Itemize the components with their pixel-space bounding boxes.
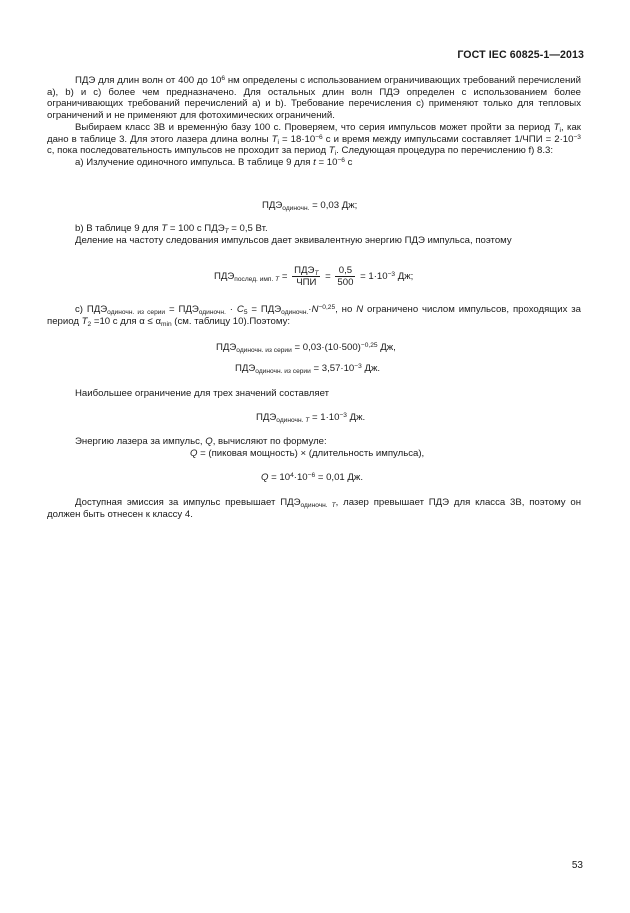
item-a-single-pulse: a) Излучение одиночного импульса. В таблице 9 для $t = 10^{-6}$ с (75, 156, 353, 168)
formula-pulse-train: $ПДЭ_{послед. имп. T}$ = $\frac{ПДЭ_T}{\text{ЧПИ}}$ = $\frac{0,5}{500}$ = $1\cdot 10^{-3}$ Дж; (214, 265, 414, 288)
body-text-block-3 (47, 304, 581, 327)
body-text-block-4 (47, 388, 581, 400)
body-text-block-6 (47, 497, 581, 520)
fraction-values: $\frac{0,5}{500}$ (337, 265, 354, 288)
paragraph-energy-formula: Энергию лазера за импульс, Q, вычисляют по формуле: (75, 436, 327, 447)
body-text-block (47, 75, 581, 169)
formula-energy-result: $Q = 10^4\cdot 10^{-6} = 0,01$ Дж. (261, 472, 364, 483)
formula-single-pulse: $ПДЭ_{одиночн.} = 0,03$ Дж; (262, 200, 358, 212)
formula-series-result: $ПДЭ_{одиночн. из серии} = 3,57\cdot 10^{-3}$ Дж. (235, 363, 381, 375)
formula-greatest-limit: $ПДЭ_{одиночн. T} = 1\cdot 10^{-3}$ Дж. (256, 412, 366, 424)
item-c-pulse-series: c) $ПДЭ_{одиночн. из серии} = ПДЭ_{одиночн.} \cdot C_5 = ПДЭ_{одиночн.}\cdot N^{-0,25}$, но N ограничено числом импульсов, проходящих за период $T_2 =10$ с для $\alpha \le \alpha_{min}$ (см. таблицу 10).Поэтому: (47, 304, 581, 328)
body-text-block-2 (47, 223, 581, 246)
document-header: ГОСТ IEC 60825-1—2013 (457, 49, 584, 61)
formula-energy-definition: Q = (пиковая мощность) × (длительность импульса), (190, 448, 425, 459)
page-number: 53 (571, 860, 583, 871)
formula-series-value: $ПДЭ_{одиночн. из серии} = 0,03\cdot(10\cdot 500)^{-0,25}$ Дж, (216, 342, 396, 354)
paragraph-greatest-limit: Наибольшее ограничение для трех значений составляет (75, 388, 329, 399)
paragraph-class-selection: Выбираем класс 3В и временну́ю базу 100 с. Проверяем, что серия импульсов может пройти за период $T_i$, как дано в таблице 3. Для этого лазера длина волны $T_i = 18\cdot 10^{-6}$ с и время между импульсами составляет $1/ЧПИ = 2\cdot 10^{-3}$ с, пока последовательность импульсов не проходит за период $T_i$. Следующая процедура по перечислению f) 8.3: (47, 121, 581, 158)
paragraph-wavelength-limits: ПДЭ для длин волн от 400 до $10^6$ нм определены с использованием ограничивающих требований перечислений a), b) и c) более чем предназначено. Для остальных длин волн ПДЭ определен с использованием более ограничивающих требований перечислений a) и b). Требование перечисления c) применяют только для тепловых ограничений и не применяют для фотохимических ограничений. (47, 75, 581, 122)
paragraph-frequency-division: Деление на частоту следования импульсов дает эквивалентную энергию ПДЭ импульса, поэтому (75, 234, 512, 246)
fraction-mpe-over-prf: $\frac{ПДЭ_T}{\text{ЧПИ}}$ (294, 265, 319, 288)
body-text-block-5 (47, 436, 581, 448)
paragraph-conclusion: Доступная эмиссия за импульс превышает $ПДЭ_{одиночн. T}$, лазер превышает ПДЭ для класса 3В, поэтому он должен быть отнесен к классу 4. (47, 497, 581, 520)
item-b-time-base: b) В таблице 9 для T = 100 с $ПДЭ_T = 0,5$ Вт. (75, 223, 268, 235)
